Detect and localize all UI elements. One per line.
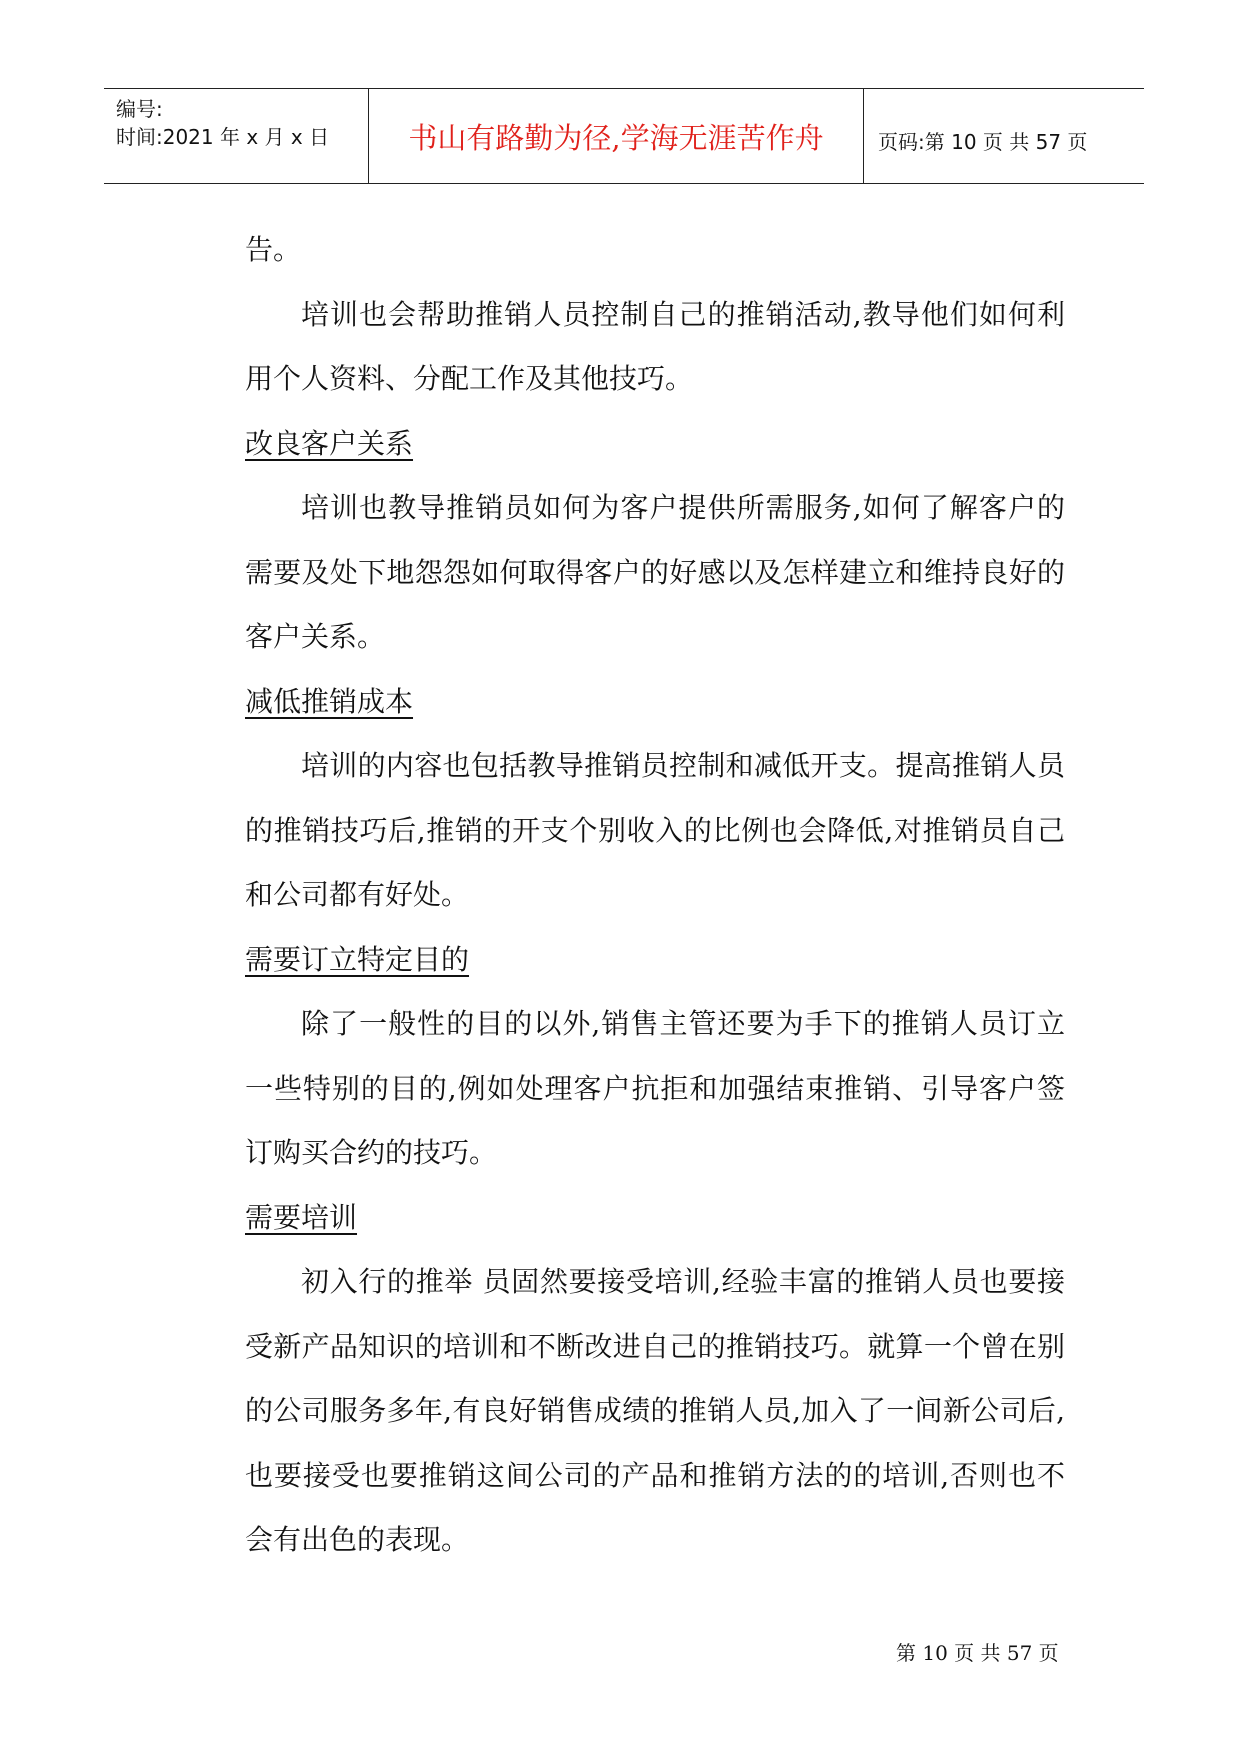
document-date-label: 时间:2021 年 x 月 x 日 <box>116 125 330 149</box>
header-meta-cell <box>104 89 369 183</box>
section-heading-text: 改良客户关系 <box>245 426 414 460</box>
paragraph: 初入行的推举 员固然要接受培训,经验丰富的推销人员也要接受新产品知识的培训和不断改进自己的推销技巧。就算一个曾在别的公司服务多年,有良好销售成绩的推销人员,加入了一间新公司后,也要接受也要推销这间公司的产品和推销方法的的培训,否则也不会有出色的表现。 <box>245 1265 1065 1556</box>
paragraph: 除了一般性的目的以外,销售主管还要为手下的推销人员订立一些特别的目的,例如处理客户抗拒和加强结束推销、引导客户签订购买合约的技巧。 <box>245 1007 1065 1169</box>
document-number-label: 编号: <box>116 97 163 121</box>
section-heading <box>245 412 1065 477</box>
section-heading <box>245 1186 1065 1251</box>
section-heading <box>245 670 1065 735</box>
paragraph: 培训的内容也包括教导推销员控制和减低开支。提高推销人员的推销技巧后,推销的开支个别收入的比例也会降低,对推销员自己和公司都有好处。 <box>245 749 1065 911</box>
paragraph-continuation: 告。 <box>245 233 302 266</box>
section-heading-text: 需要培训 <box>245 1200 358 1234</box>
header-page-cell <box>864 89 1144 183</box>
section-heading-text: 减低推销成本 <box>245 684 414 718</box>
page-footer-number: 第 10 页 共 57 页 <box>896 1641 1059 1665</box>
page-header <box>104 88 1144 184</box>
paragraph: 培训也教导推销员如何为客户提供所需服务,如何了解客户的需要及处下地怨怨如何取得客户的好感以及怎样建立和维持良好的客户关系。 <box>245 491 1065 653</box>
section-heading <box>245 928 1065 993</box>
header-motto: 书山有路勤为径,学海无涯苦作舟 <box>408 121 824 155</box>
header-motto-cell <box>369 89 864 183</box>
document-body <box>245 218 1065 1573</box>
header-page-number: 页码:第 10 页 共 57 页 <box>878 130 1088 154</box>
paragraph: 培训也会帮助推销人员控制自己的推销活动,教导他们如何利用个人资料、分配工作及其他技巧。 <box>245 297 1065 395</box>
section-heading-text: 需要订立特定目的 <box>245 942 470 976</box>
